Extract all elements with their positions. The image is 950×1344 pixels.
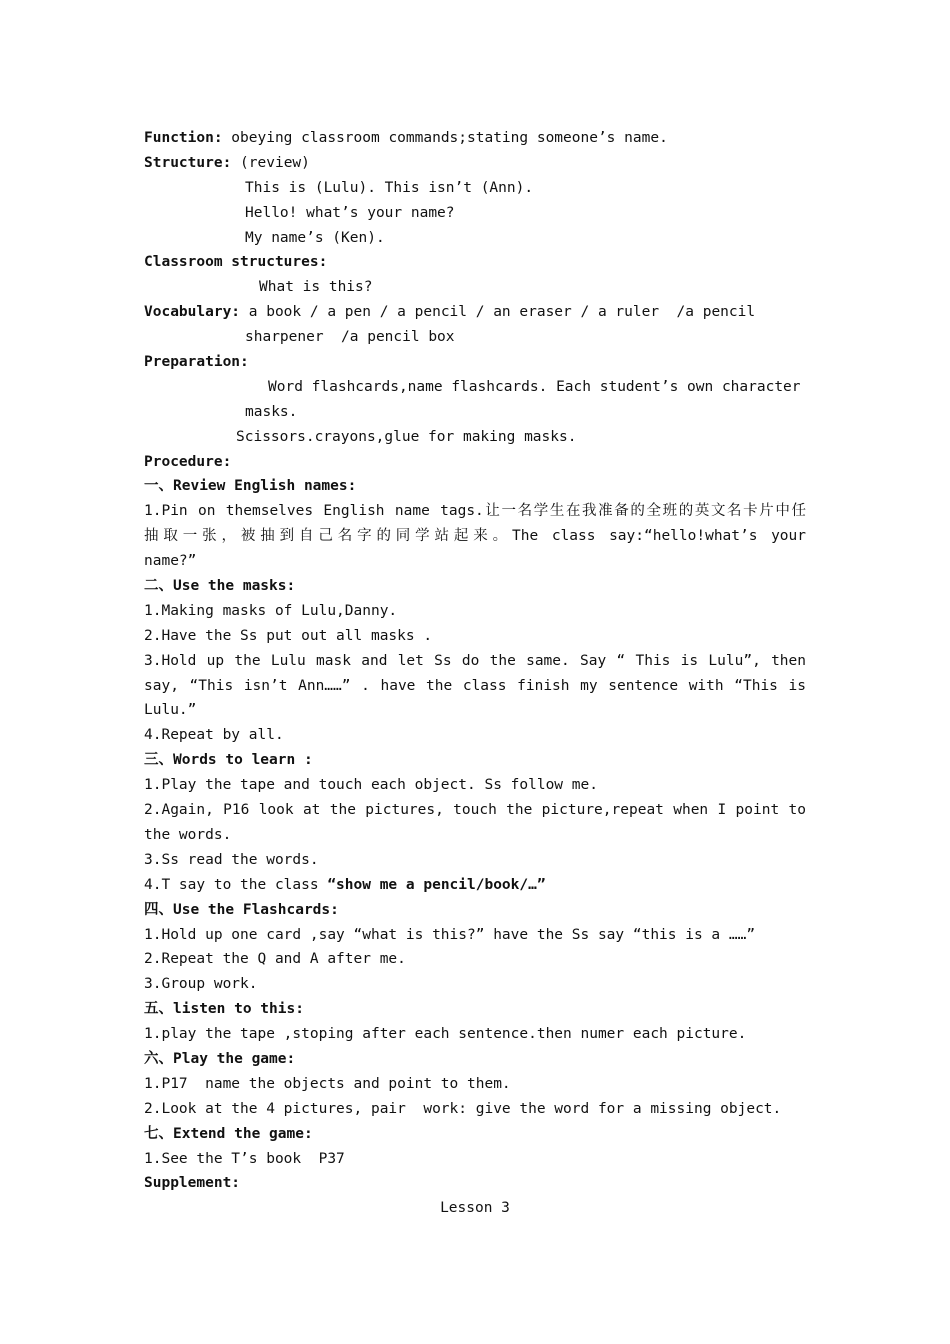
supplement-label: Supplement: (144, 1175, 241, 1192)
structure-text: (review) (231, 154, 310, 171)
vocabulary-text: a book / a pen / a pencil / an eraser / a ruler /a pencil (248, 304, 756, 321)
section-3-line-5-bold: “show me a pencil/book/…” (327, 876, 546, 893)
lesson-plan-page (144, 126, 806, 1221)
structure-line (144, 151, 806, 176)
section-4-line-3: 3.Group work. (144, 976, 258, 993)
structure-example-3: My name’s (Ken). (245, 229, 385, 246)
section-4-heading: 四、Use the Flashcards: (144, 901, 339, 918)
function-line (144, 126, 806, 151)
structure-example-1: This is (Lulu). This isn’t (Ann). (245, 179, 534, 196)
section-4-line-2: 2.Repeat the Q and A after me. (144, 951, 406, 968)
section-2-line-3: 3.Hold up the Lulu mask and let Ss do the same. Say “ This is Lulu”, then (144, 652, 806, 669)
section-3-line-4: 3.Ss read the words. (144, 851, 319, 868)
lesson-footer: Lesson 3 (440, 1200, 510, 1217)
section-7-line-1: 1.See the T’s book P37 (144, 1150, 345, 1167)
section-1-line-3: name?” (144, 553, 197, 570)
section-2-heading: 二、Use the masks: (144, 578, 296, 595)
vocabulary-line (144, 300, 806, 325)
section-4-line-1: 1.Hold up one card ,say “what is this?” have the Ss say “this is a ……” (144, 926, 756, 943)
section-2-line-5: Lulu.” (144, 702, 197, 719)
section-3-line-3: the words. (144, 826, 232, 843)
section-6-line-1: 1.P17 name the objects and point to them. (144, 1075, 511, 1092)
section-1-heading: 一、Review English names: (144, 478, 357, 495)
preparation-line-3: Scissors.crayons,glue for making masks. (236, 428, 577, 445)
section-1-line-2: 抽取一张，被抽到自己名字的同学站起来。The class say:“hello!what’s your (144, 528, 806, 545)
vocabulary-line-2: sharpener /a pencil box (245, 329, 455, 346)
section-2-line-6: 4.Repeat by all. (144, 727, 284, 744)
structure-label: Structure: (144, 154, 232, 171)
section-3-line-2: 2.Again, P16 look at the pictures, touch the picture,repeat when I point to (144, 802, 806, 819)
structure-example-2: Hello! what’s your name? (245, 204, 455, 221)
section-6-line-2: 2.Look at the 4 pictures, pair work: give the word for a missing object. (144, 1100, 782, 1117)
section-6-heading: 六、Play the game: (144, 1050, 296, 1067)
preparation-line-2: masks. (245, 403, 298, 420)
classroom-structures-label: Classroom structures: (144, 254, 328, 271)
function-label: Function: (144, 130, 223, 146)
section-3-line-5 (144, 873, 806, 898)
classroom-structure-line: What is this? (259, 279, 373, 296)
preparation-label: Preparation: (144, 354, 249, 371)
preparation-line-1: Word flashcards,name flashcards. Each student’s own character (268, 378, 801, 395)
section-1-line-1: 1.Pin on themselves English name tags.让一名学生在我准备的全班的英文名卡片中任 (144, 503, 806, 520)
section-5-line-1: 1.play the tape ,stoping after each sentence.then numer each picture. (144, 1026, 747, 1043)
section-3-line-1: 1.Play the tape and touch each object. Ss follow me. (144, 777, 598, 794)
section-3-heading: 三、Words to learn : (144, 752, 313, 769)
section-5-heading: 五、listen to this: (144, 1001, 304, 1018)
section-2-line-2: 2.Have the Ss put out all masks . (144, 627, 433, 644)
section-3-line-5-text: 4.T say to the class (144, 876, 328, 893)
procedure-label: Procedure: (144, 453, 232, 470)
section-2-line-1: 1.Making masks of Lulu,Danny. (144, 602, 398, 619)
vocabulary-label: Vocabulary: (144, 304, 241, 321)
section-2-line-4: say, “This isn’t Ann……” . have the class finish my sentence with “This is (144, 677, 806, 694)
function-text: obeying classroom commands;stating someone’s name. (222, 130, 668, 146)
section-7-heading: 七、Extend the game: (144, 1125, 313, 1142)
